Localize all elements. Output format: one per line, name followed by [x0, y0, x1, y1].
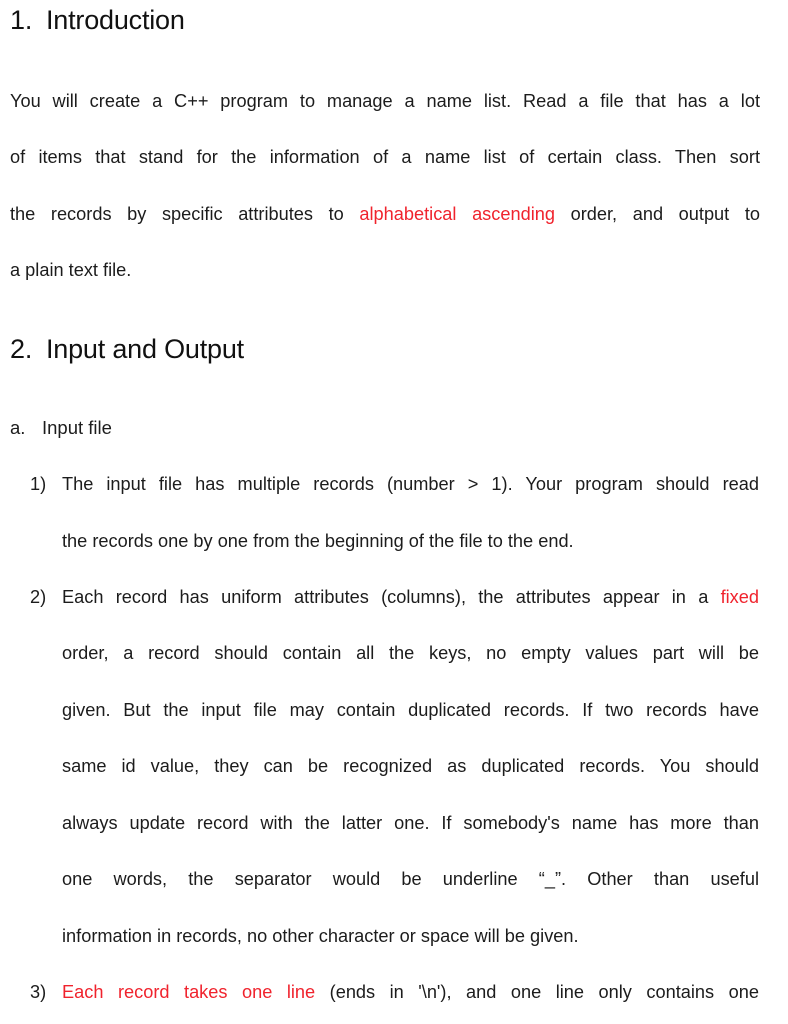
intro-line-2 — [10, 145, 760, 169]
item-3-line-1 — [62, 980, 759, 1004]
section-heading-introduction — [10, 4, 185, 36]
subsection-heading-input-file — [10, 416, 112, 440]
item-1-line-2 — [62, 529, 574, 553]
section-title: Introduction — [46, 5, 185, 35]
section-number: 1. — [10, 5, 33, 35]
text-run: the records one by one from the beginning of the file to the end. — [62, 531, 574, 551]
highlighted-text: fixed — [720, 587, 759, 607]
intro-line-4 — [10, 258, 131, 282]
intro-line-3 — [10, 202, 760, 226]
highlighted-text: alphabetical ascending — [359, 204, 555, 224]
text-run: given. But the input file may contain duplicated records. If two records have — [62, 700, 759, 720]
text-run: order, a record should contain all the keys, no empty values part will be — [62, 643, 759, 663]
text-run: one words, the separator would be underline “_”. Other than useful — [62, 869, 759, 889]
section-title: Input and Output — [46, 334, 244, 364]
text-run: order, and output to — [555, 204, 760, 224]
intro-line-1 — [10, 89, 760, 113]
text-run: The input file has multiple records (number > 1). Your program should read — [62, 474, 759, 494]
item-2-line-6 — [62, 867, 759, 891]
text-run: always update record with the latter one. If somebody's name has more than — [62, 813, 759, 833]
list-item-number: 3) — [30, 982, 47, 1002]
section-heading-input-output — [10, 333, 244, 365]
subsection-marker: a. — [10, 417, 26, 438]
text-run: (ends in '\n'), and one line only contains one — [315, 982, 759, 1002]
item-2-line-1 — [62, 585, 759, 609]
section-number: 2. — [10, 334, 33, 364]
text-run: a plain text file. — [10, 260, 132, 280]
list-item-number: 1) — [30, 474, 47, 494]
text-run: the records by specific attributes to — [10, 204, 360, 224]
text-run: of items that stand for the information of a name list of certain class. Then sort — [10, 147, 760, 167]
item-2-line-7 — [62, 924, 579, 948]
text-run: information in records, no other character or space will be given. — [62, 926, 579, 946]
text-run: You will create a C++ program to manage a name list. Read a file that has a lot — [10, 91, 760, 111]
list-item-number: 2) — [30, 587, 47, 607]
item-2-line-5 — [62, 811, 759, 835]
item-2-line-4 — [62, 754, 759, 778]
item-2-line-3 — [62, 698, 759, 722]
subsection-title: Input file — [42, 417, 112, 438]
item-2-line-2 — [62, 641, 759, 665]
highlighted-text: Each record takes one line — [62, 982, 316, 1002]
item-1-line-1 — [62, 472, 759, 496]
text-run: same id value, they can be recognized as duplicated records. You should — [62, 756, 759, 776]
text-run: Each record has uniform attributes (columns), the attributes appear in a — [62, 587, 721, 607]
